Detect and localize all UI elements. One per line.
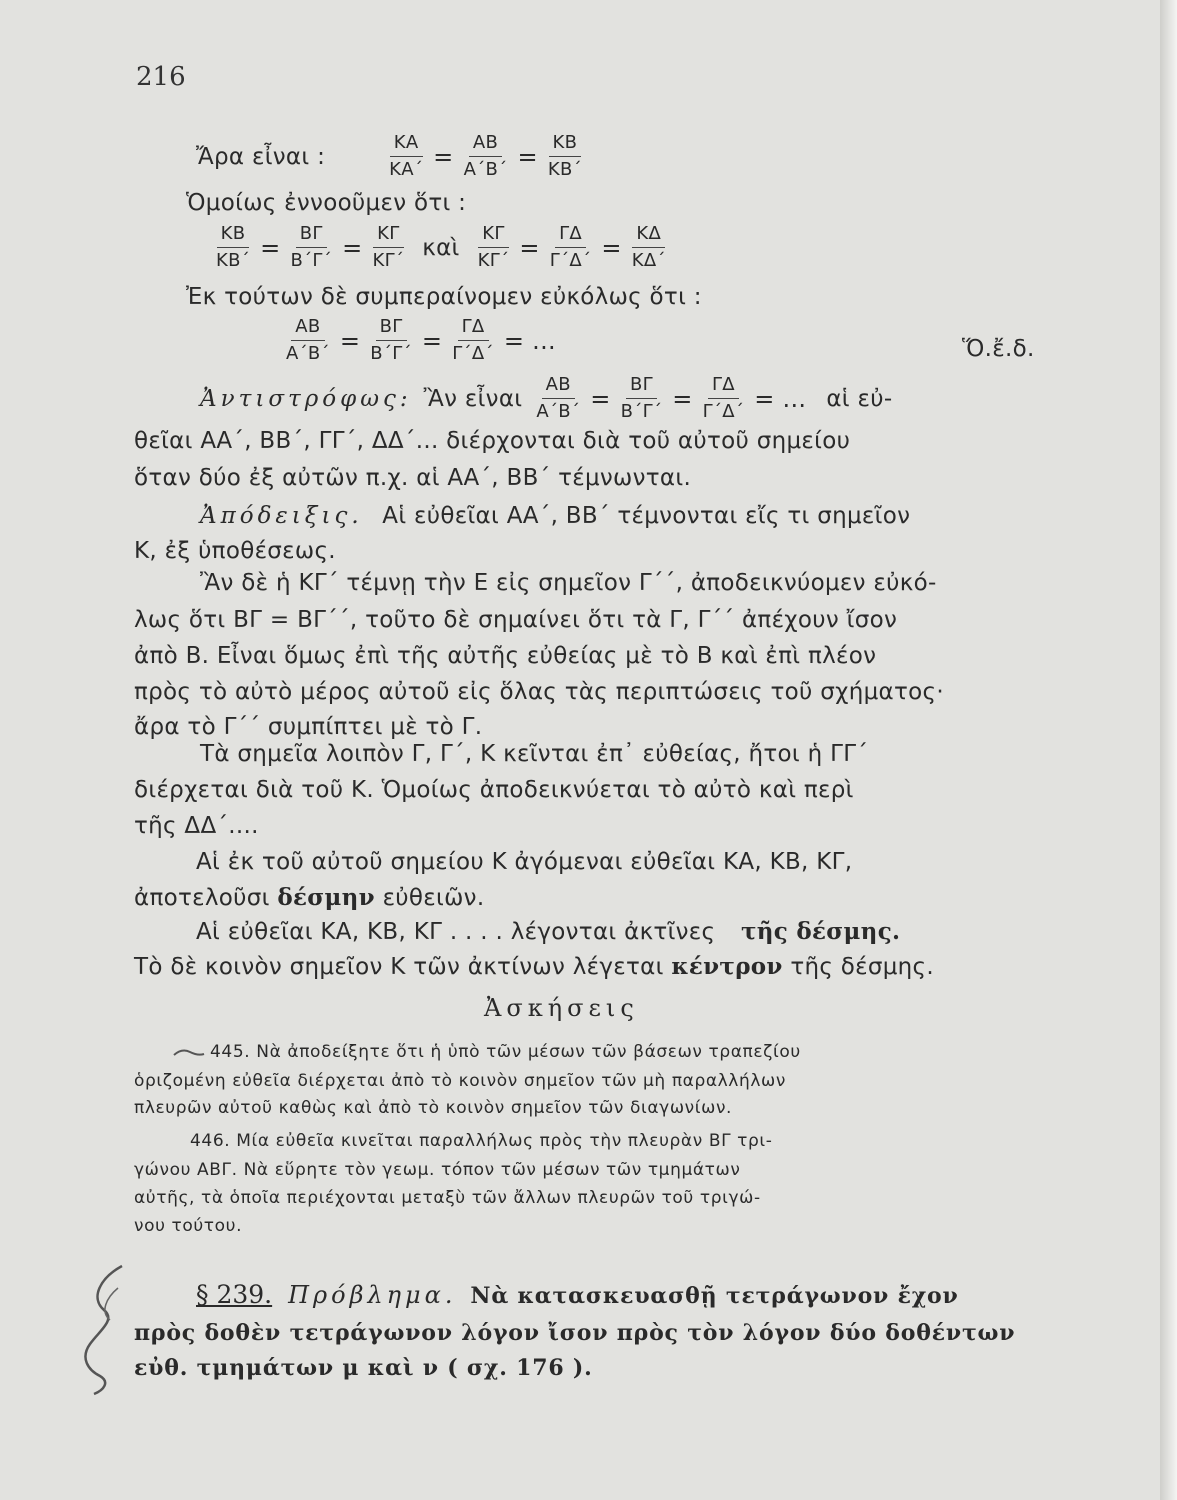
fraction: $\frac{\Gamma\Delta}{\Gamma΄\Delta΄}$	[549, 223, 592, 271]
fraction: $\frac{AB}{A΄B΄}$	[536, 374, 581, 422]
bold-term-kentron: κέντρον	[671, 953, 783, 980]
fraction: $\frac{KA}{KA΄}$	[389, 132, 424, 180]
page-number: 216	[136, 62, 186, 92]
proof-label: Ἀπόδειξις.	[200, 503, 363, 529]
section-number: § 239.	[196, 1280, 273, 1309]
qed-mark: Ὅ.ἔ.δ.	[962, 336, 1035, 362]
text-line: Αἱ εὐθεῖαι ΚΑ, ΚΒ, ΚΓ . . . . λέγονται ἀκτῖνες τῆς δέσμης.	[196, 918, 901, 945]
text-line: ἄρα τὸ Γ΄΄ συμπίπτει μὲ τὸ Γ.	[134, 714, 483, 740]
fraction: $\frac{K\Delta}{K\Delta΄}$	[631, 223, 666, 271]
text-line: ἀπὸ Β. Εἶναι ὅμως ἐπὶ τῆς αὐτῆς εὐθείας μὲ τὸ Β καὶ ἐπὶ πλέον	[134, 643, 877, 669]
exercise-445-line: πλευρῶν αὐτοῦ καθὼς καὶ ἀπὸ τὸ κοινὸν σημεῖον τῶν διαγωνίων.	[134, 1098, 733, 1118]
fraction: $\frac{K\Gamma}{K\Gamma΄}$	[372, 223, 405, 271]
fraction: $\frac{B\Gamma}{B΄\Gamma΄}$	[620, 374, 663, 422]
exercise-445-line: ὁριζομένη εὐθεῖα διέρχεται ἀπὸ τὸ κοινὸν σημεῖον τῶν μὴ παραλλήλων	[134, 1071, 786, 1091]
page-edge	[1160, 0, 1177, 1500]
exercise-445-line: 445. Νὰ ἀποδείξητε ὅτι ἡ ὑπὸ τῶν μέσων τῶν βάσεων τραπεζίου	[210, 1042, 801, 1062]
section-239-line: εὐθ. τμημάτων μ καὶ ν ( σχ. 176 ).	[134, 1355, 593, 1381]
text-line: Ὁμοίως ἐννοοῦμεν ὅτι :	[186, 190, 467, 216]
equation-ratio-ka: Ἄρα εἶναι : $\frac{KA}{KA΄}$ = $\frac{AB}{A΄B΄}$ = $\frac{KB}{KB΄}$	[196, 132, 586, 181]
text-line: θεῖαι ΑΑ΄, ΒΒ΄, ΓΓ΄, ΔΔ΄... διέρχονται διὰ τοῦ αὐτοῦ σημείου	[134, 428, 851, 454]
exercises-heading: Ἀσκήσεις	[484, 994, 639, 1022]
fraction: $\frac{AB}{A΄B΄}$	[463, 132, 508, 180]
text-line: Τὸ δὲ κοινὸν σημεῖον Κ τῶν ἀκτίνων λέγεται κέντρον τῆς δέσμης.	[134, 953, 934, 980]
text-line: ὅταν δύο ἐξ αὐτῶν π.χ. αἱ ΑΑ΄, ΒΒ΄ τέμνωνται.	[134, 465, 692, 491]
text-line: ἀποτελοῦσι δέσμην εὐθειῶν.	[134, 884, 485, 911]
text-line: διέρχεται διὰ τοῦ Κ. Ὁμοίως ἀποδεικνύεται τὸ αὐτὸ καὶ περὶ	[134, 777, 854, 803]
text-line: Ἐκ τούτων δὲ συμπεραίνομεν εὐκόλως ὅτι :	[186, 284, 702, 310]
bold-term-desmis: τῆς δέσμης.	[740, 918, 901, 945]
converse-label: Ἀντιστρόφως:	[200, 385, 412, 412]
fraction: $\frac{\Gamma\Delta}{\Gamma΄\Delta΄}$	[452, 316, 494, 364]
margin-scribble-icon	[60, 1258, 140, 1398]
text-line: Ἂν δὲ ἡ ΚΓ΄ τέμνῃ τὴν Ε εἰς σημεῖον Γ΄΄, ἀποδεικνύομεν εὐκό-	[200, 570, 937, 596]
converse-statement: Ἀντιστρόφως: Ἂν εἶναι $\frac{AB}{A΄B΄}$ = $\frac{B\Gamma}{B΄\Gamma΄}$ = $\frac{\Gamma\Delta}{\Gamma΄\Delta΄}$ = ... αἱ εὐ-	[200, 374, 893, 422]
text-line: Αἱ ἐκ τοῦ αὐτοῦ σημείου Κ ἀγόμεναι εὐθεῖαι ΚΑ, ΚΒ, ΚΓ,	[196, 849, 853, 875]
pencil-mark-icon	[172, 1046, 206, 1060]
exercise-446-line: νου τούτου.	[134, 1216, 243, 1236]
text-line: Τὰ σημεῖα λοιπὸν Γ, Γ΄, Κ κεῖνται ἐπ᾽ εὐθείας, ἤτοι ἡ ΓΓ΄	[200, 741, 869, 767]
equation-ratio-kb: $\frac{KB}{KB΄}$ = $\frac{B\Gamma}{B΄\Gamma΄}$ = $\frac{K\Gamma}{K\Gamma΄}$ καὶ $\frac{K\Gamma}{K\Gamma΄}$ = $\frac{\Gamma\Delta}{\Gamma΄\Delta΄}$ = $\frac{K\Delta}{K\Delta΄}$	[212, 223, 670, 272]
text-line: Κ, ἐξ ὑποθέσεως.	[134, 538, 336, 564]
fraction: $\frac{AB}{A΄B΄}$	[286, 316, 330, 364]
section-239-line: § 239. Πρόβλημα. Νὰ κατασκευασθῇ τετράγωνον ἔχον	[196, 1280, 959, 1309]
fraction: $\frac{K\Gamma}{K\Gamma΄}$	[477, 223, 510, 271]
fraction: $\frac{KB}{KB΄}$	[547, 132, 582, 180]
exercise-446-line: 446. Μία εὐθεῖα κινεῖται παραλλήλως πρὸς τὴν πλευρὰν ΒΓ τρι-	[190, 1131, 773, 1151]
fraction: $\frac{B\Gamma}{B΄\Gamma΄}$	[370, 316, 412, 364]
fraction: $\frac{\Gamma\Delta}{\Gamma΄\Delta΄}$	[702, 374, 745, 422]
text-line: λως ὅτι ΒΓ = ΒΓ΄΄, τοῦτο δὲ σημαίνει ὅτι τὰ Γ, Γ΄΄ ἀπέχουν ἴσον	[134, 607, 898, 633]
proof-line: Ἀπόδειξις. Αἱ εὐθεῖαι ΑΑ΄, ΒΒ΄ τέμνονται εἴς τι σημεῖον	[200, 503, 911, 529]
exercise-446-line: αὐτῆς, τὰ ὁποῖα περιέχονται μεταξὺ τῶν ἄλλων πλευρῶν τοῦ τριγώ-	[134, 1188, 761, 1208]
fraction: $\frac{B\Gamma}{B΄\Gamma΄}$	[290, 223, 333, 271]
fraction: $\frac{KB}{KB΄}$	[216, 223, 251, 271]
text-line: πρὸς τὸ αὐτὸ μέρος αὐτοῦ εἰς ὅλας τὰς περιπτώσεις τοῦ σχήματος·	[134, 679, 944, 705]
equation-lead: Ἄρα εἶναι :	[196, 143, 326, 170]
exercise-446-line: γώνου ΑΒΓ. Νὰ εὕρητε τὸν γεωμ. τόπον τῶν μέσων τῶν τμημάτων	[134, 1160, 741, 1180]
bold-term-desmi: δέσμην	[277, 884, 375, 911]
section-239-line: πρὸς δοθὲν τετράγωνον λόγον ἴσον πρὸς τὸν λόγον δύο δοθέντων	[134, 1320, 1016, 1346]
text-line: τῆς ΔΔ΄....	[134, 813, 259, 839]
equation-ratio-chain: $\frac{AB}{A΄B΄}$ = $\frac{B\Gamma}{B΄\Gamma΄}$ = $\frac{\Gamma\Delta}{\Gamma΄\Delta΄}$ = ...	[282, 316, 562, 365]
section-label: Πρόβλημα.	[288, 1281, 457, 1309]
